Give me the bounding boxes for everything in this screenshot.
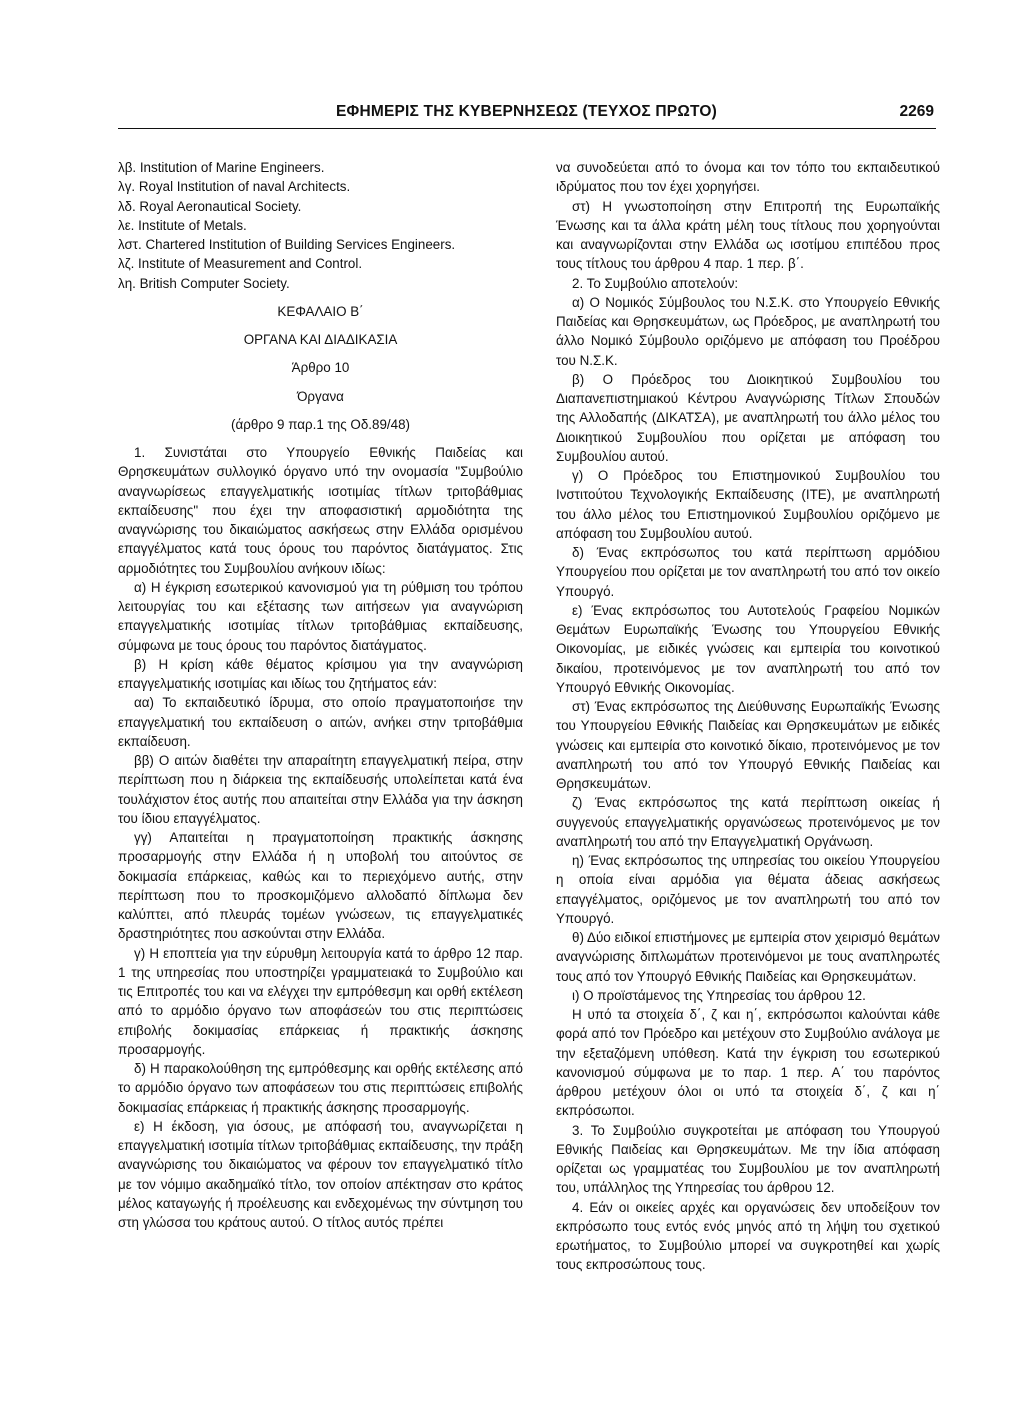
left-column [118, 158, 523, 1232]
paragraph: ββ) Ο αιτών διαθέτει την απαραίτητη επαγγελματική πείρα, στην περίπτωση που η διάρκεια της εκπαίδευσής υπολείπεται κατά ένα τουλάχιστον έτος αυτής που απαιτείται στην Ελλάδα για την άσκηση του ίδιου επαγγέλματος. [118, 753, 523, 826]
paragraph: θ) Δύο ειδικοί επιστήμονες με εμπειρία στον χειρισμό θεμάτων αναγνώρισης διπλωμάτων προτεινόμενοι με τους αναπληρωτές τους από τον Υπουργό Εθνικής Παιδείας και Θρησκευμάτων. [556, 930, 940, 984]
paragraph: 2. Το Συμβούλιο αποτελούν: [572, 275, 739, 291]
paragraph: ι) Ο προϊστάμενος της Υπηρεσίας του άρθρου 12. [572, 987, 866, 1003]
list-item: λη. British Computer Society. [118, 275, 290, 291]
paragraph: αα) Το εκπαιδευτικό ίδρυμα, στο οποίο πραγματοποιήσε την επαγγελματική του εκπαίδευση ο αιτών, ανήκει στην τριτοβάθμια εκπαίδευση. [118, 695, 523, 749]
paragraph: α) Η έγκριση εσωτερικού κανονισμού για τη ρύθμιση του τρόπου λειτουργίας του και εξέτασης των αιτήσεων για αναγνώριση επαγγελματικής ισοτιμίας τίτλων τριτοβάθμιας εκπαίδευσης, σύμφωνα με τους όρους του παρόντος διατάγματος. [118, 579, 523, 653]
paragraph: β) Η κρίση κάθε θέματος κρίσιμου για την αναγνώριση επαγγελματικής ισοτιμίας και ιδίως του ζητήματος εάν: [118, 656, 523, 691]
list-item: λβ. Institution of Marine Engineers. [118, 160, 325, 175]
chapter-heading: ΚΕΦΑΛΑΙΟ Β΄ [277, 303, 364, 319]
list-item: λστ. Chartered Institution of Building Services Engineers. [118, 237, 456, 252]
article-heading: Άρθρο 10 [291, 360, 350, 376]
paragraph: να συνοδεύεται από το όνομα και τον τόπο του εκπαιδευτικού ιδρύματος που τον έχει χορηγήσει. [556, 160, 940, 195]
list-item: λδ. Royal Aeronautical Society. [118, 198, 302, 214]
header-rule [118, 128, 936, 129]
page-header [118, 103, 936, 129]
paragraph: στ) Η γνωστοποίηση στην Επιτροπή της Ευρωπαϊκής Ένωσης και τα άλλα κράτη μέλη τους τίτλους που χορηγούνται και αναγνωρίζονται στην Ελλάδα ως ισοτίμου επιπέδου προς τους τίτλους του άρθρου 4 παρ. 1 περ. β΄. [556, 198, 940, 272]
gazette-title: ΕΦΗΜΕΡΙΣ ΤΗΣ ΚΥΒΕΡΝΗΣΕΩΣ (ΤΕΥΧΟΣ ΠΡΩΤΟ) [336, 103, 717, 120]
paragraph: η) Ένας εκπρόσωπος της υπηρεσίας του οικείου Υπουργείου η οποία είναι αρμόδια για θέματα άδειας ασκήσεως επαγγέλματος, οριζόμενος με τον αναπληρωτή του από τον Υπουργό. [556, 853, 940, 926]
article-title: Όργανα [297, 388, 344, 404]
right-column [556, 158, 940, 1275]
paragraph: ζ) Ένας εκπρόσωπος της κατά περίπτωση οικείας ή συγγενούς επαγγελματικής οργανώσεως προτεινόμενος με τον αναπληρωτή του από την Επαγγελματική Οργάνωση. [556, 795, 940, 849]
paragraph: Η υπό τα στοιχεία δ΄, ζ και η΄, εκπρόσωποι καλούνται κάθε φορά από τον Πρόεδρο και μετέχουν στο Συμβούλιο ανάλογα με την εξεταζόμενη υπόθεση. Κατά την έγκριση του εσωτερικού κανονισμού σύμφωνα με το παρ. 1 περ. Α΄ του παρόντος άρθρου μετέχουν όλοι οι υπό τα στοιχεία δ΄, ζ και η΄ εκπρόσωποι. [556, 1007, 940, 1119]
paragraph: γγ) Απαιτείται η πραγματοποίηση πρακτικής άσκησης προσαρμογής στην Ελλάδα ή η υποβολή του αιτούντος σε δοκιμασία επάρκειας, καθώς και το περιεχόμενο αυτής, στην περίπτωση που το προσκομιζόμενο αλλοδαπό δίπλωμα δεν καλύπτει, από πλευράς τομέων γνώσεων, τις επαγγελματικές δραστηριότητες που ασκούνται στην Ελλάδα. [118, 830, 523, 942]
list-item: λζ. Institute of Measurement and Control. [118, 256, 363, 272]
article-reference: (άρθρο 9 παρ.1 της Οδ.89/48) [231, 416, 410, 432]
list-item: λγ. Royal Institution of naval Architects. [118, 179, 351, 195]
paragraph: ε) Ένας εκπρόσωπος του Αυτοτελούς Γραφείου Νομικών Θεμάτων Ευρωπαϊκής Ένωσης του Υπουργείου Εθνικής Οικονομίας, με ειδικές γνώσεις και εμπειρία του κοινοτικού δικαίου, προτεινόμενος με τον αναπληρωτή του από τον Υπουργό Εθνικής Οικονομίας. [556, 602, 940, 695]
paragraph: 4. Εάν οι οικείες αρχές και οργανώσεις δεν υποδείξουν τον εκπρόσωπο τους εντός ενός μηνός από τη λήψη του σχετικού ερωτήματος, το Συμβούλιο μπορεί να συγκροτηθεί και χωρίς τους εκπροσώπους τους. [556, 1199, 940, 1273]
paragraph: δ) Ένας εκπρόσωπος του κατά περίπτωση αρμόδιου Υπουργείου που ορίζεται με τον αναπληρωτή του από τον οικείο Υπουργό. [556, 545, 940, 599]
paragraph: β) Ο Πρόεδρος του Διοικητικού Συμβουλίου του Διαπανεπιστημιακού Κέντρου Αναγνώρισης Τίτλων Σπουδών της Αλλοδαπής (ΔΙΚΑΤΣΑ), με αναπληρωτή του άλλο μέλος του Διοικητικού Συμβουλίου που ορίζεται με απόφαση του Συμβουλίου αυτού. [556, 371, 940, 464]
paragraph: ε) Η έκδοση, για όσους, με απόφασή του, αναγνωρίζεται η επαγγελματική ισοτιμία τίτλων τριτοβάθμιας εκπαίδευσης, την πράξη αναγνώρισης του δικαιώματος να φέρουν τον επαγγελματικό τίτλο με τον νόμιμο ακαδημαϊκό τίτλο, τον οποίον απέκτησαν στο κράτος μέλος καταγωγής ή προέλευσης και ενδεχομένως την σύντμηση του στη γλώσσα του κράτους αυτού. Ο τίτλος αυτός πρέπει [118, 1118, 523, 1230]
page-number: 2269 [899, 103, 934, 120]
paragraph: 3. Το Συμβούλιο συγκροτείται με απόφαση του Υπουργού Εθνικής Παιδείας και Θρησκευμάτων. Με την ίδια απόφαση ορίζεται ως γραμματέας του Συμβουλίου με τον αναπληρωτή του, υπάλληλος της Υπηρεσίας του άρθρου 12. [556, 1122, 940, 1196]
paragraph: γ) Η εποπτεία για την εύρυθμη λειτουργία κατά το άρθρο 12 παρ. 1 της υπηρεσίας που υποστηρίζει γραμματειακά το Συμβούλιο και τις Επιτροπές του και να ελέγχει την εμπρόθεσμη και ορθή εκτέλεση από το αρμόδιο όργανο των αποφάσεών του στις περιπτώσεις επιβολής δοκιμασίας επάρκειας ή πρακτικής άσκησης προσαρμογής. [118, 945, 523, 1057]
paragraph: γ) Ο Πρόεδρος του Επιστημονικού Συμβουλίου του Ινστιτούτου Τεχνολογικής Εκπαίδευσης (ΙΤΕ), με αναπληρωτή του άλλο μέλος του Επιστημονικού Συμβουλίου οριζόμενο με απόφαση του Συμβουλίου αυτού. [556, 468, 940, 541]
paragraph: α) Ο Νομικός Σύμβουλος του Ν.Σ.Κ. στο Υπουργείο Εθνικής Παιδείας και Θρησκευμάτων, ως Πρόεδρος, με αναπληρωτή του άλλο Νομικό Σύμβουλο οριζόμενο με απόφαση του Προέδρου του Ν.Σ.Κ. [556, 294, 940, 368]
list-item: λε. Institute of Metals. [118, 217, 247, 233]
chapter-title: ΟΡΓΑΝΑ ΚΑΙ ΔΙΑΔΙΚΑΣΙΑ [243, 332, 398, 347]
paragraph: στ) Ένας εκπρόσωπος της Διεύθυνσης Ευρωπαϊκής Ένωσης του Υπουργείου Εθνικής Παιδείας και Θρησκευμάτων με ειδικές γνώσεις και εμπειρία στο κοινοτικό δίκαιο, προτεινόμενος με τον αναπληρωτή του από τον Υπουργό Εθνικής Παιδείας και Θρησκευμάτων. [556, 699, 940, 791]
paragraph: 1. Συνιστάται στο Υπουργείο Εθνικής Παιδείας και Θρησκευμάτων συλλογικό όργανο υπό την ονομασία "Συμβούλιο αναγνωρίσεως επαγγελματικής ισοτιμίας τίτλων τριτοβάθμιας εκπαίδευσης" που έχει την αποφασιστική αρμοδιότητα της αναγνώρισης του δικαιώματος ασκήσεως στην Ελλάδα ορισμένου επαγγέλματος κατά τους όρους του παρόντος διατάγματος. Στις αρμοδιότητες του Συμβουλίου ανήκουν ιδίως: [118, 445, 523, 576]
paragraph: δ) Η παρακολούθηση της εμπρόθεσμης και ορθής εκτέλεσης από το αρμόδιο όργανο των αποφάσεων του στις περιπτώσεις επιβολής δοκιμασίας επάρκειας ή πρακτικής άσκησης προσαρμογής. [118, 1061, 523, 1115]
